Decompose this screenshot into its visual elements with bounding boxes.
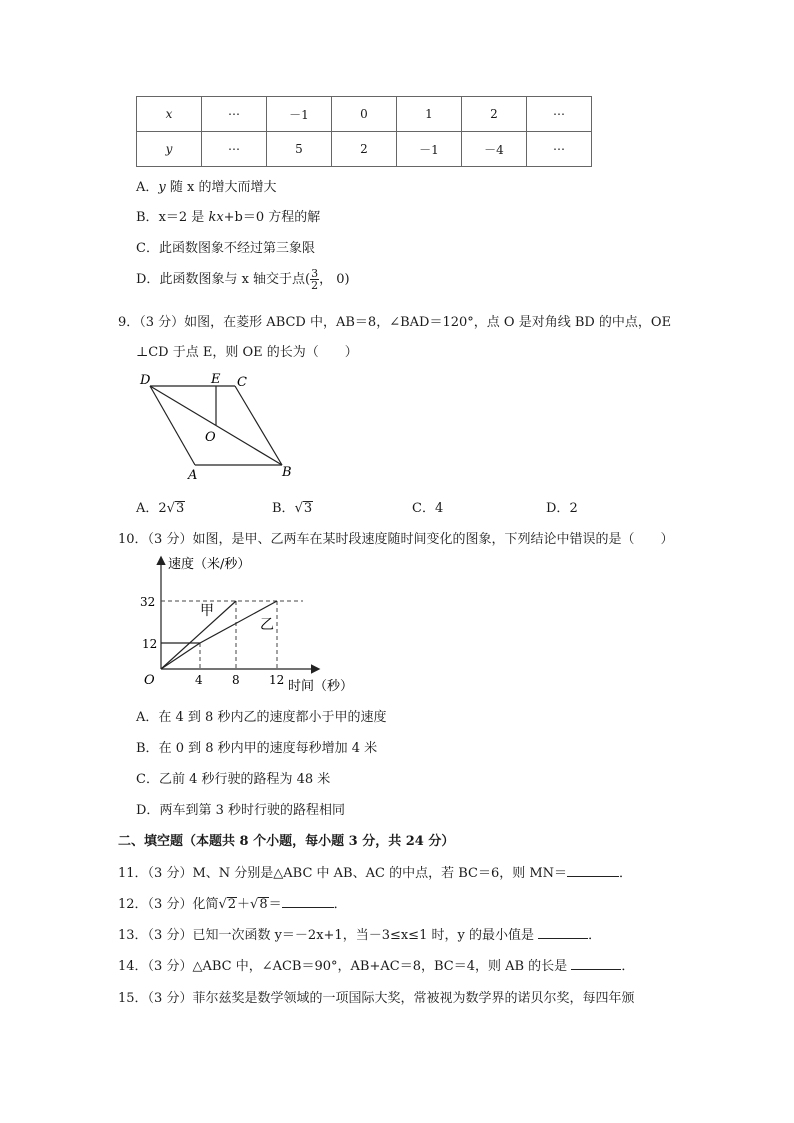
option-text: 2 <box>569 501 578 516</box>
question-text: 12．（3 分）化简 <box>118 897 219 912</box>
speed-time-graph <box>138 548 368 696</box>
question-text: ． <box>588 928 602 943</box>
option-label: A． <box>136 180 159 195</box>
question-text: ． <box>619 866 633 881</box>
answer-blank <box>571 969 621 970</box>
q15: 15．（3 分）菲尔兹奖是数学领域的一项国际大奖，常被视为数学界的诺贝尔奖，每四年颁 <box>118 991 635 1006</box>
table-cell: 0 <box>332 97 397 132</box>
option-text: y <box>158 180 166 195</box>
option-text: 2 <box>158 501 167 516</box>
option-label: B． <box>136 741 159 756</box>
y-tick-32: 32 <box>140 595 156 609</box>
option-label: A． <box>136 710 159 725</box>
edge-cb <box>235 386 282 465</box>
option-label: D． <box>546 501 570 516</box>
table-cell: ⋯ <box>202 97 267 132</box>
q12 <box>118 893 347 912</box>
label-d: D <box>140 373 151 388</box>
q10-option-c <box>136 768 330 787</box>
option-text: kx <box>208 210 224 225</box>
series-label-jia: 甲 <box>200 603 214 619</box>
label-b: B <box>282 465 292 480</box>
radicand: 3 <box>303 501 313 516</box>
option-text: 此函数图象与 x 轴交于点( <box>159 272 311 287</box>
x-axis-label: 时间（秒） <box>288 679 354 694</box>
radicand: 3 <box>175 501 185 516</box>
table-cell: y <box>137 132 202 167</box>
q14 <box>118 955 634 974</box>
q9-option-b <box>272 497 313 516</box>
radical-sign: √ <box>250 897 259 912</box>
radical-sign: √ <box>166 501 175 516</box>
q8-option-b <box>136 206 320 225</box>
q13 <box>118 924 601 943</box>
radicand: 8 <box>259 897 268 912</box>
option-text: x＝2 是 <box>158 210 209 225</box>
option-text: 在 4 到 8 秒内乙的速度都小于甲的速度 <box>158 710 387 725</box>
answer-blank <box>567 876 619 877</box>
fraction <box>310 268 319 291</box>
option-text: 乙前 4 秒行驶的路程为 48 米 <box>158 772 331 787</box>
q9-stem-line1: 9．（3 分）如图，在菱形 ABCD 中，AB＝8，∠BAD＝120°，点 O 是对角线 BD 的中点，OE <box>118 315 672 330</box>
line-yi-part1 <box>161 643 200 669</box>
answer-blank <box>282 907 334 908</box>
option-text: 随 x 的增大而增大 <box>165 180 277 195</box>
series-label-yi: 乙 <box>260 617 274 633</box>
section-title: 二、填空题（本题共 8 个小题，每小题 3 分，共 24 分） <box>118 834 455 849</box>
y-tick-12: 12 <box>142 637 158 651</box>
table-cell: 2 <box>462 97 527 132</box>
x-tick-12: 12 <box>269 673 285 687</box>
table-row-y <box>137 132 592 167</box>
option-text: 两车到第 3 秒时行驶的路程相同 <box>159 803 345 818</box>
q10-stem: 10．（3 分）如图，是甲、乙两车在某时段速度随时间变化的图象，下列结论中错误的是（ ） <box>118 532 674 547</box>
table-cell: 2 <box>332 132 397 167</box>
option-text: 此函数图象不经过第三象限 <box>158 241 315 256</box>
answer-blank <box>538 938 588 939</box>
option-label: B． <box>272 501 295 516</box>
origin-label: O <box>144 673 155 688</box>
option-label: D． <box>136 272 160 287</box>
q8-option-a <box>136 176 276 195</box>
q8-option-c <box>136 237 315 256</box>
table-row-x <box>137 97 592 132</box>
option-label: C． <box>136 772 159 787</box>
radical-sign: √ <box>218 897 227 912</box>
table-cell: 1 <box>397 97 462 132</box>
table-cell: x <box>137 97 202 132</box>
label-e: E <box>211 372 221 387</box>
q9-stem-line2: ⊥CD 于点 E，则 OE 的长为（ ） <box>136 345 358 360</box>
q8-option-d <box>136 268 350 291</box>
question-text: ． <box>333 897 347 912</box>
label-o: O <box>205 430 216 445</box>
table-cell: －4 <box>462 132 527 167</box>
option-text: ， 0) <box>319 272 350 287</box>
x-tick-8: 8 <box>232 673 240 687</box>
label-a: A <box>188 468 198 483</box>
value-table <box>136 96 592 167</box>
option-label: A． <box>136 501 159 516</box>
x-tick-4: 4 <box>195 673 203 687</box>
table-cell: 5 <box>267 132 332 167</box>
question-text: 14．（3 分）△ABC 中，∠ACB＝90°，AB+AC＝8，BC＝4，则 AB 的长是 <box>118 959 572 974</box>
q11 <box>118 862 632 881</box>
q10-option-a <box>136 706 386 725</box>
question-text: ． <box>621 959 635 974</box>
fraction-numerator: 3 <box>311 267 319 280</box>
table-cell: －1 <box>267 97 332 132</box>
option-text: 4 <box>434 501 444 516</box>
radical-sign: √ <box>294 501 303 516</box>
option-label: C． <box>136 241 159 256</box>
fraction-denominator: 2 <box>311 279 319 292</box>
table-cell: ⋯ <box>527 132 592 167</box>
option-label: D． <box>136 803 160 818</box>
y-axis-label: 速度（米/秒） <box>168 557 251 572</box>
option-text: +b＝0 方程的解 <box>223 210 321 225</box>
radicand: 2 <box>227 897 237 912</box>
rhombus-figure <box>130 368 300 483</box>
table-cell: －1 <box>397 132 462 167</box>
label-c: C <box>237 375 247 390</box>
q10-option-d <box>136 799 345 818</box>
question-text: 11．（3 分）M、N 分别是△ABC 中 AB、AC 的中点，若 BC＝6，则 MN＝ <box>118 866 568 881</box>
option-text: 在 0 到 8 秒内甲的速度每秒增加 4 米 <box>158 741 378 756</box>
q10-option-b <box>136 737 377 756</box>
question-text: ＝ <box>268 897 282 912</box>
table-cell: ⋯ <box>202 132 267 167</box>
option-label: B． <box>136 210 159 225</box>
line-jia <box>161 601 236 669</box>
option-label: C． <box>412 501 435 516</box>
table-cell: ⋯ <box>527 97 592 132</box>
edge-ad <box>150 386 195 465</box>
question-text: 13．（3 分）已知一次函数 y＝－2x+1，当－3≤x≤1 时，y 的最小值是 <box>118 928 539 943</box>
q9-option-a <box>136 497 185 516</box>
question-text: ＋ <box>237 897 251 912</box>
q9-option-c <box>412 497 443 516</box>
q9-option-d <box>546 497 578 516</box>
